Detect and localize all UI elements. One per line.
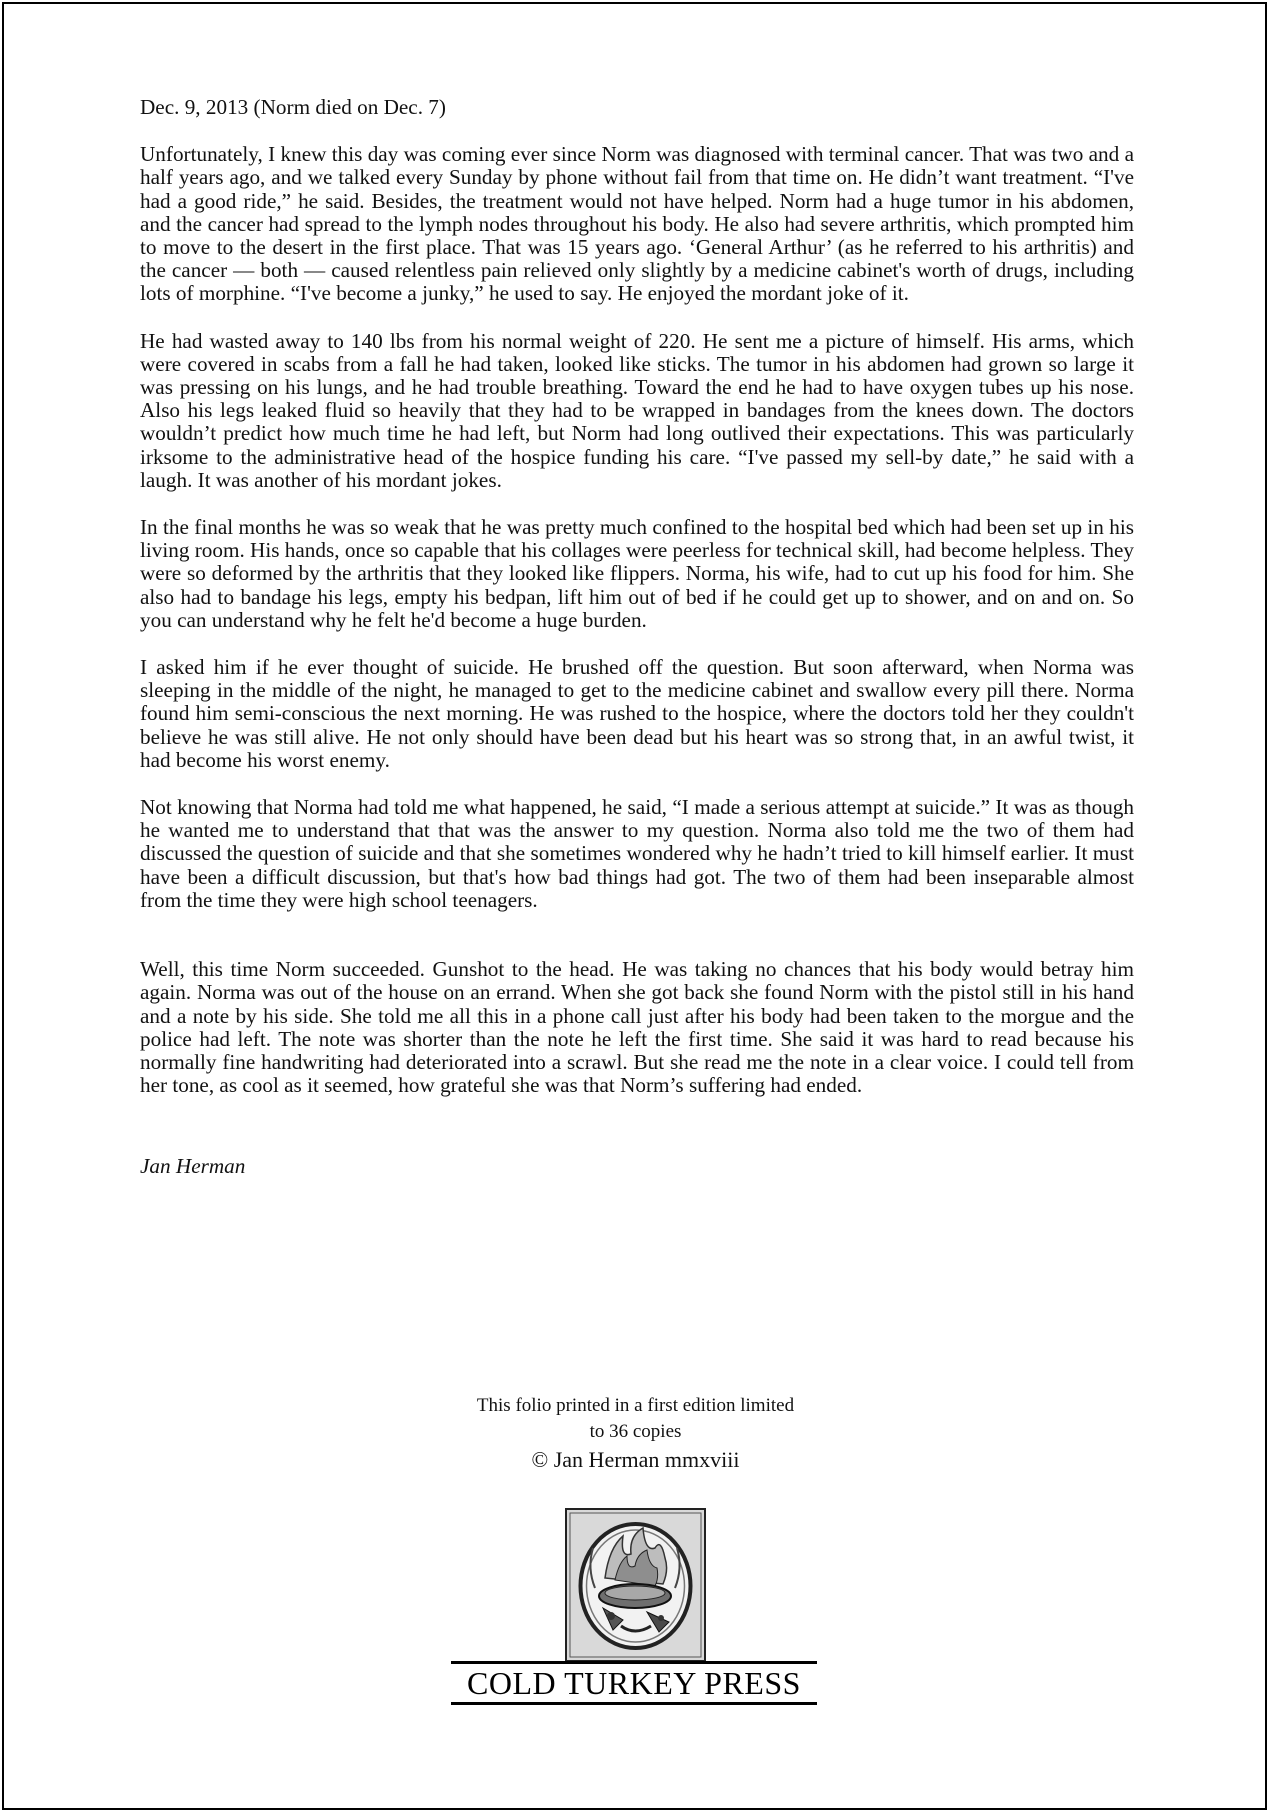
dateline: Dec. 9, 2013 (Norm died on Dec. 7) (140, 95, 446, 119)
colophon-edition-line: This folio printed in a first edition limited (476, 1395, 795, 1416)
press-name: COLD TURKEY PRESS (451, 1661, 817, 1705)
paragraph-1: Unfortunately, I knew this day was coming ever since Norm was diagnosed with terminal cancer. That was two and a half years ago, and we talked every Sunday by phone without fail from that time on. He didn’t want treatment. “I've had a good ride,” he said. Besides, the treatment would not have helped. Norm had a huge tumor in his abdomen, and the cancer had spread to the lymph nodes throughout his body. He also had severe arthritis, which prompted him to move to the desert in the first place. That was 15 years ago. ‘General Arthur’ (as he referred to his arthritis) and the cancer — both — caused relentless pain relieved only slightly by a medicine cabinet's worth of drugs, including lots of morphine. “I've become a junky,” he used to say. He enjoyed the mordant joke of it. (140, 142, 1134, 306)
paragraph-5: Not knowing that Norma had told me what happened, he said, “I made a serious attempt at suicide.” It was as though he wanted me to understand that that was the answer to my question. Norma also told me the two of them had discussed the question of suicide and that she sometimes wondered why he hadn’t tried to kill himself earlier. It must have been a difficult discussion, but that's how bad things had got. The two of them had been inseparable almost from the time they were high school teenagers. (140, 795, 1134, 912)
colophon-copyright-line: © Jan Herman mmxviii (531, 1447, 740, 1472)
colophon (0, 1393, 1271, 1475)
signature: Jan Herman (140, 1154, 246, 1179)
letter-body (140, 96, 1134, 1179)
paragraph-3: In the final months he was so weak that he was pretty much confined to the hospital bed which had been set up in his living room. His hands, once so capable that his collages were peerless for technical skill, had become helpless. They were so deformed by the arthritis that they looked like flippers. Norma, his wife, had to cut up his food for him. She also had to bandage his legs, empty his bedpan, lift him out of bed if he could get up to shower, and on and on. So you can understand why he felt he'd become a huge burden. (140, 515, 1134, 632)
colophon-copies-line: to 36 copies (589, 1421, 682, 1442)
flaming-bowl-emblem-icon (565, 1508, 706, 1662)
paragraph-2: He had wasted away to 140 lbs from his normal weight of 220. He sent me a picture of himself. His arms, which were covered in scabs from a fall he had taken, looked like sticks. The tumor in his abdomen had grown so large it was pressing on his lungs, and he had trouble breathing. Toward the end he had to have oxygen tubes up his nose. Also his legs leaked fluid so heavily that they had to be wrapped in bandages from the knees down. The doctors wouldn’t predict how much time he had left, but Norm had long outlived their expectations. This was particularly irksome to the administrative head of the hospice funding his care. “I've passed my sell-by date,” he said with a laugh. It was another of his mordant jokes. (140, 328, 1134, 492)
paragraph-6: Well, this time Norm succeeded. Gunshot to the head. He was taking no chances that his body would betray him again. Norma was out of the house on an errand. When she got back she found Norm with the pistol still in his hand and a note by his side. She told me all this in a phone call just after his body had been taken to the morgue and the police had left. The note was shorter than the note he left the first time. She said it was hard to read because his normally fine handwriting had deteriorated into a scrawl. But she read me the note in a clear voice. I could tell from her tone, as cool as it seemed, how grateful she was that Norm’s suffering had ended. (140, 957, 1134, 1098)
paragraph-4: I asked him if he ever thought of suicide. He brushed off the question. But soon afterward, when Norma was sleeping in the middle of the night, he managed to get to the medicine cabinet and swallow every pill there. Norma found him semi-conscious the next morning. He was rushed to the hospice, where the doctors told her they couldn't believe he was still alive. He not only should have been dead but his heart was so strong that, in an awful twist, it had become his worst enemy. (140, 655, 1134, 772)
